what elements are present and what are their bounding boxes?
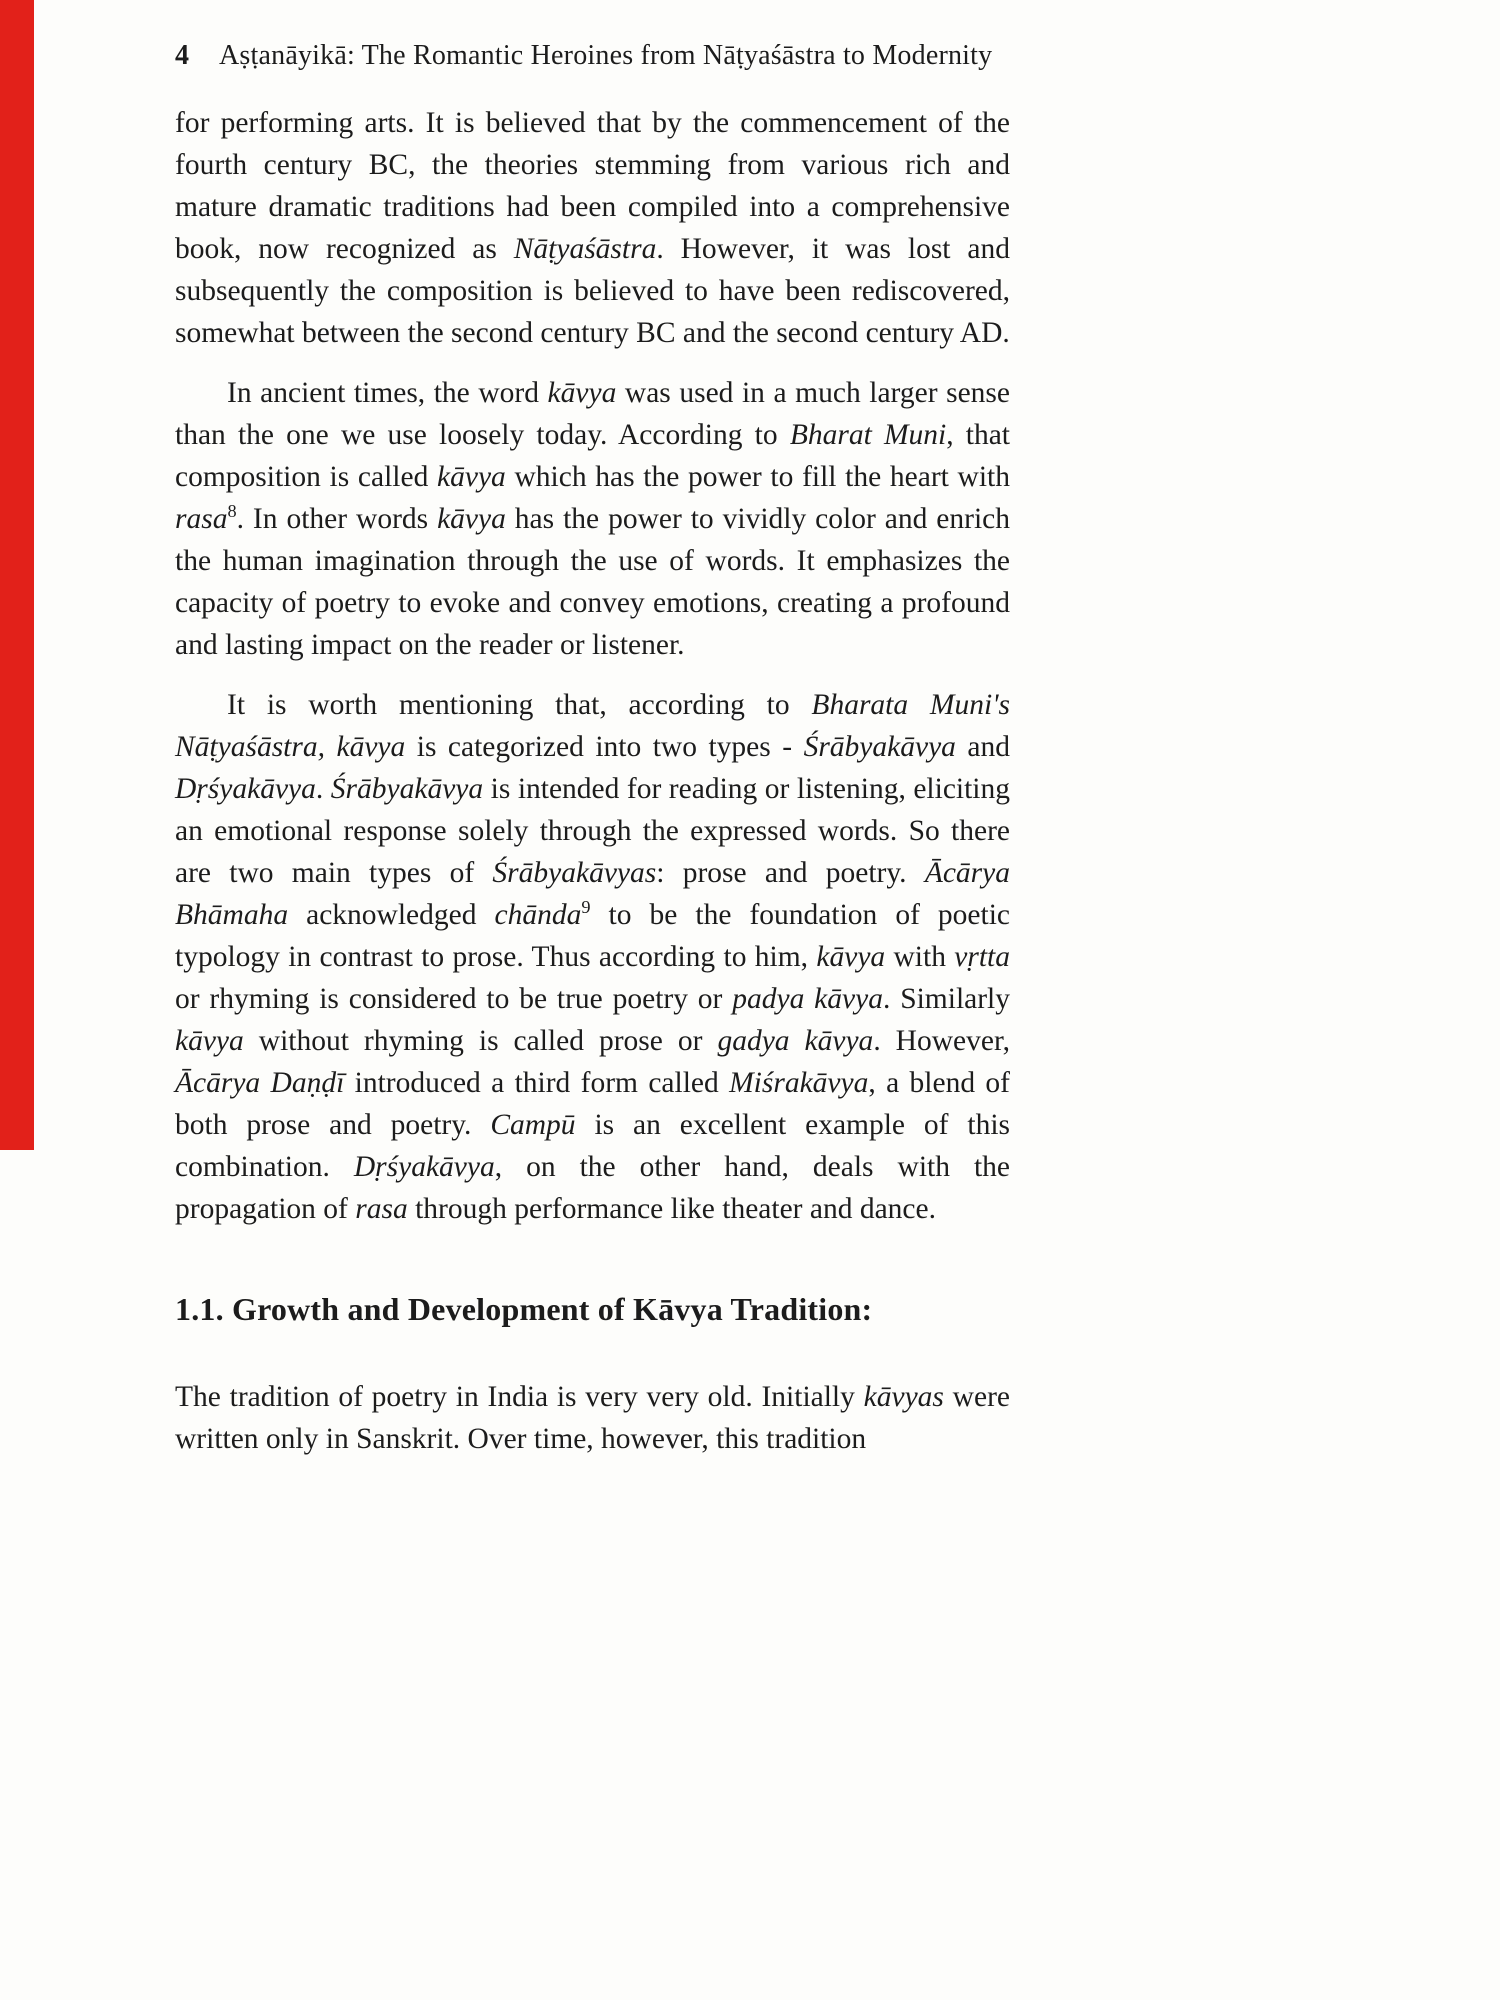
paragraph-kavya-types: It is worth mentioning that, according to Bharata Muni's Nāṭyaśāstra, kāvya is categorized into two types - Śrābyakāvya and Dṛśyakāvya. Śrābyakāvya is intended for reading or listening, eliciting an emotional response solely through the expressed words. So there are two main types of Śrābyakāvyas: prose and poetry. Ācārya Bhāmaha acknowledged chānda$^9$ to be the foundation of poetic typology in contrast to prose. Thus according to him, kāvya with vṛtta or rhyming is considered to be true poetry or padya kāvya. Similarly kāvya without rhyming is called prose or gadya kāvya. However, Ācārya Daṇḍī introduced a third form called Miśrakāvya, a blend of both prose and poetry. Campū is an excellent example of this combination. Dṛśyakāvya, on the other hand, deals with the propagation of rasa through performance like theater and dance. [175,689,1011,1225]
page-content [175,40,1010,1478]
page-body [175,102,1010,1460]
paragraph-kavya-meaning: In ancient times, the word kāvya was used in a much larger sense than the one we use loosely today. According to Bharat Muni, that composition is called kāvya which has the power to fill the heart with rasa$^8$. In other words kāvya has the power to vividly color and enrich the human imagination through the use of words. It emphasizes the capacity of poetry to evoke and convey emotions, creating a profound and lasting impact on the reader or listener. [175,377,1011,661]
paragraph-natyasastra-origin: for performing arts. It is believed that by the commencement of the fourth century BC, the theories stemming from various rich and mature dramatic traditions had been compiled into a comprehensive book, now recognized as Nāṭyaśāstra. However, it was lost and subsequently the composition is believed to have been rediscovered, somewhat between the second century BC and the second century AD. [175,107,1010,349]
running-header [175,40,1010,72]
paragraph-kavya-tradition: The tradition of poetry in India is very very old. Initially kāvyas were written only in Sanskrit. Over time, however, this tradition [175,1381,1010,1455]
section-heading: 1.1. Growth and Development of Kāvya Tradition: [175,1291,873,1327]
running-title: Aṣṭanāyikā: The Romantic Heroines from Nāṭyaśāstra to Modernity [219,40,993,71]
page-number: 4 [175,40,189,71]
book-spine-strip [0,0,34,1150]
